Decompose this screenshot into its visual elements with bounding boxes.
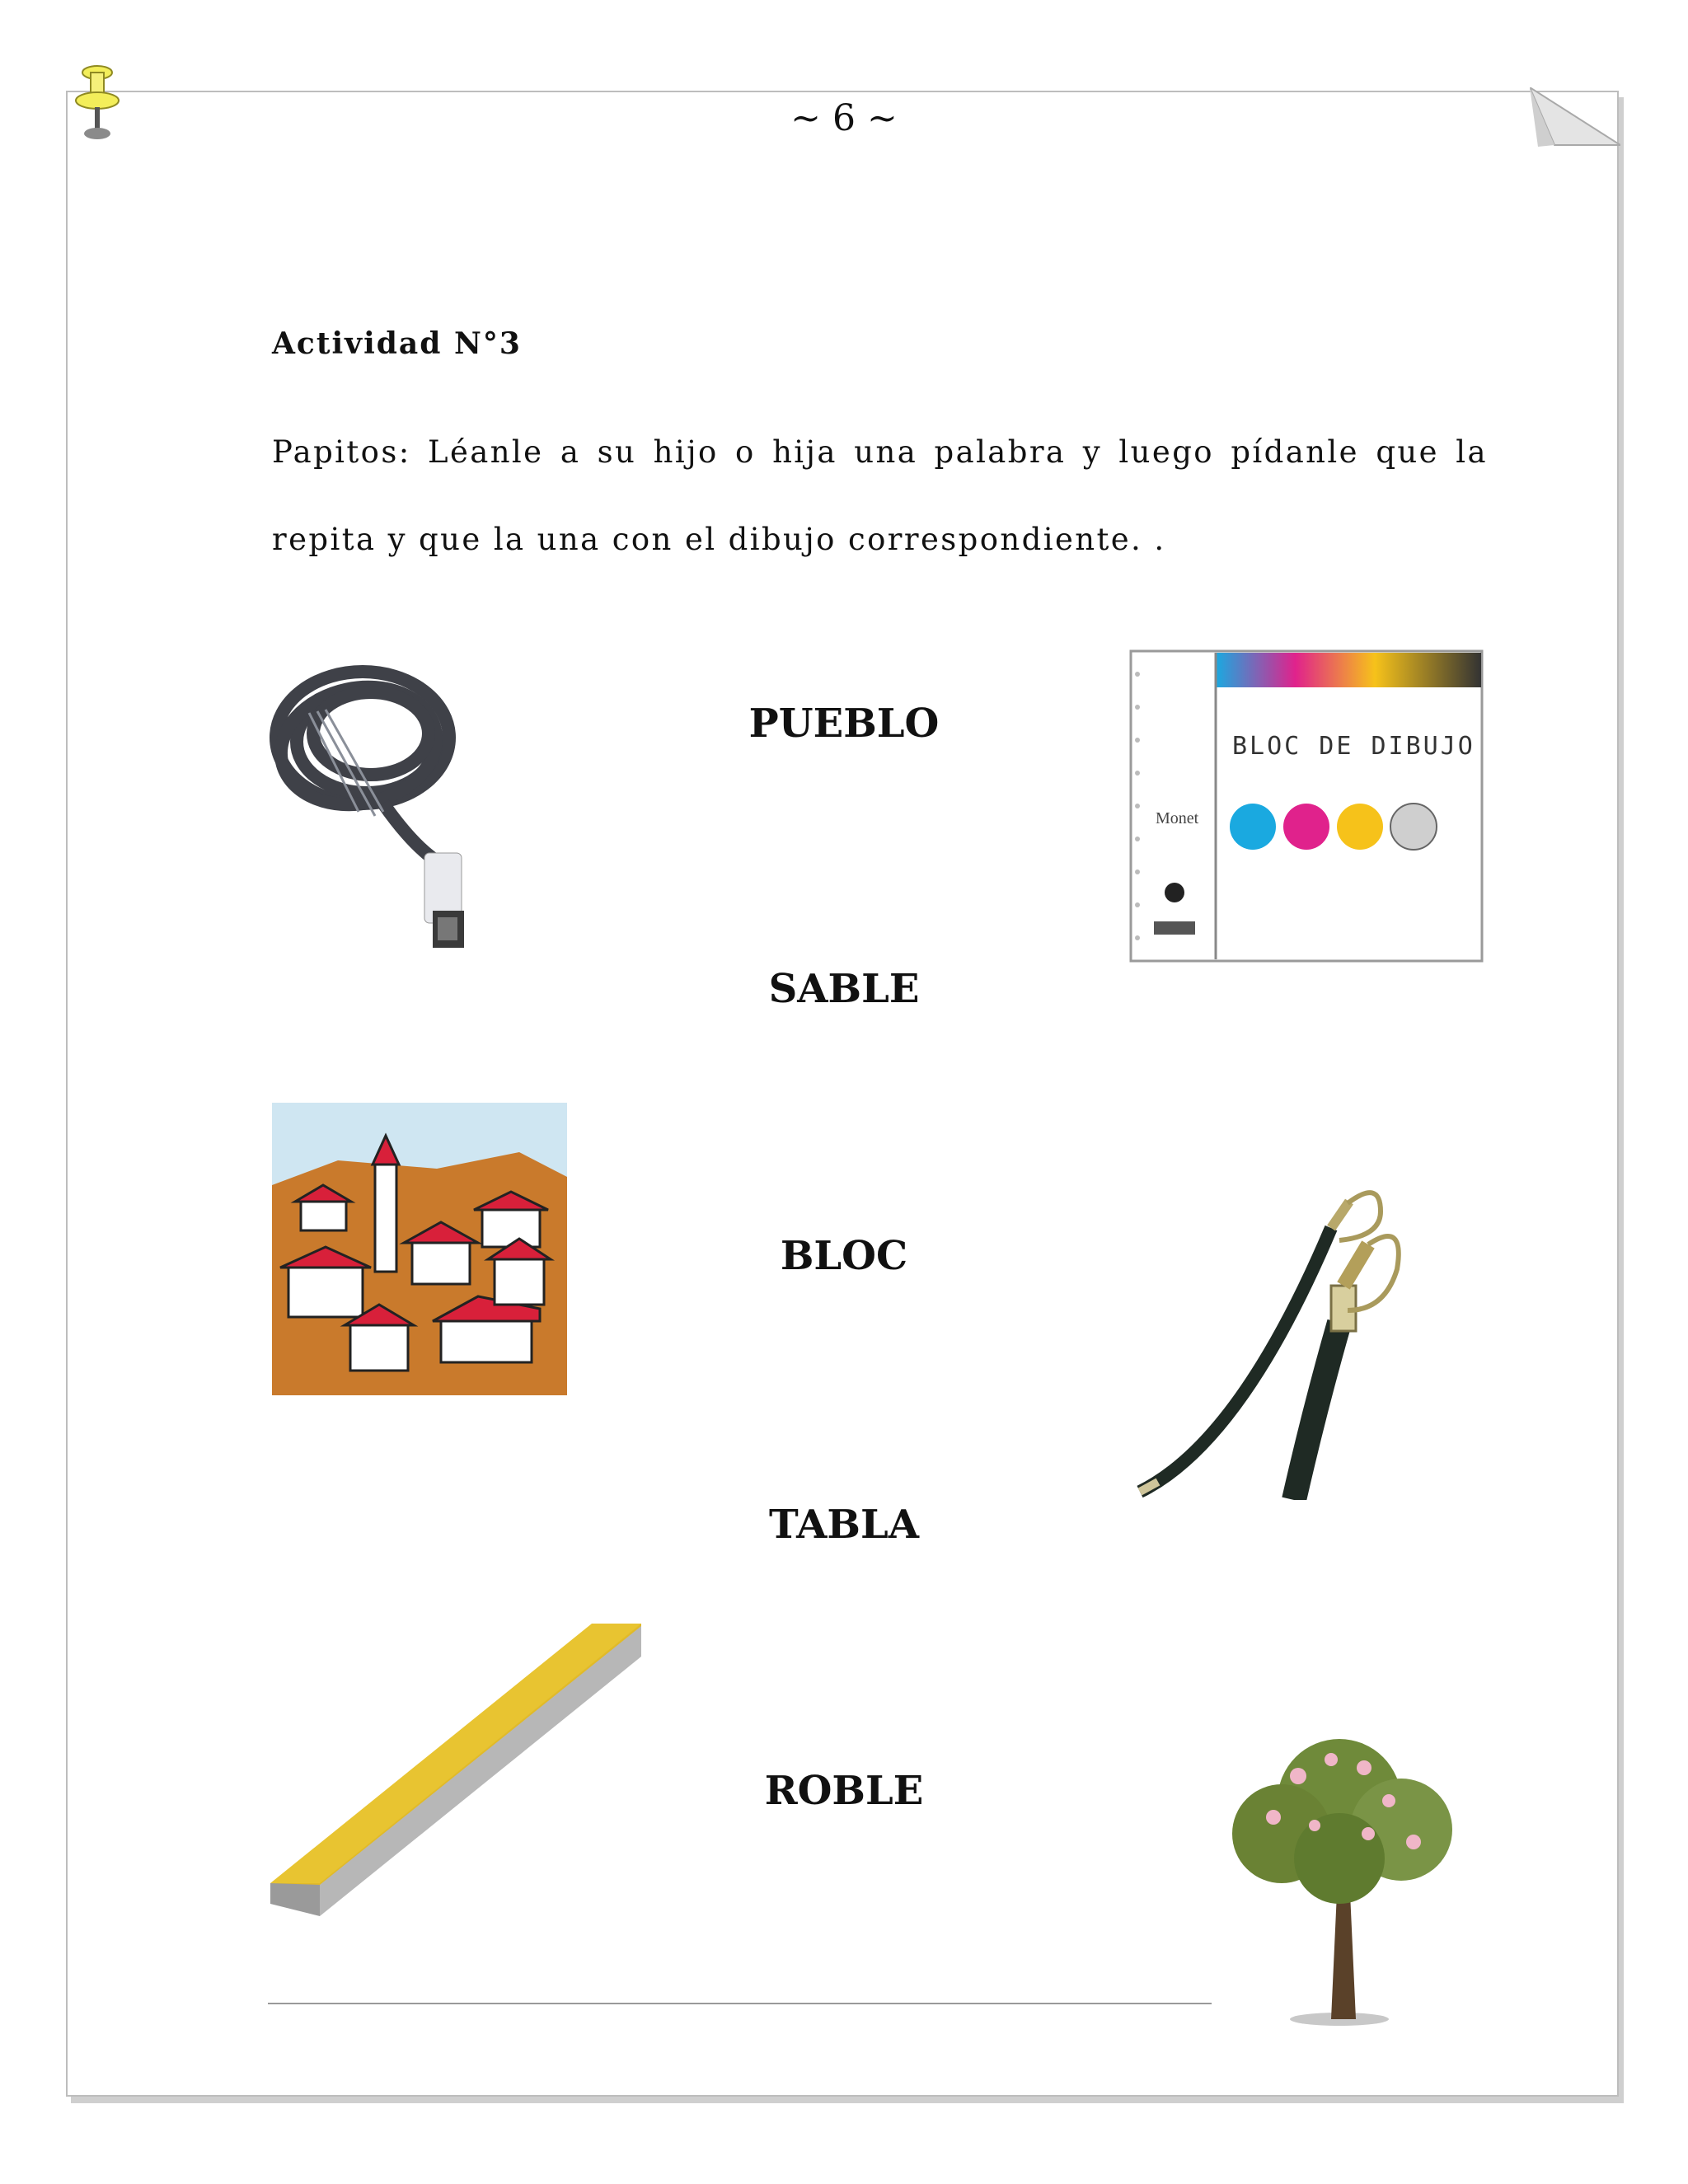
village-image: [272, 1103, 567, 1395]
saber-image: [1133, 1179, 1430, 1500]
footer-rule: [268, 2003, 1212, 2004]
sketchbook-brand: Monet: [1156, 809, 1199, 827]
word-bloc: BLOC: [780, 1233, 908, 1279]
sketchbook-cover-text: BLOC DE DIBUJO: [1232, 732, 1475, 761]
word-sable: SABLE: [768, 966, 920, 1012]
cable-image: [260, 647, 490, 964]
oak-tree-image: [1199, 1710, 1479, 2032]
word-tabla: TABLA: [769, 1502, 919, 1548]
word-pueblo: PUEBLO: [748, 701, 940, 747]
instructions-text: Papitos: Léanle a su hijo o hija una palabra y luego pídanle que la repita y que la una con el dibujo correspondiente. .: [272, 434, 1488, 557]
plank-image: [262, 1619, 641, 1933]
activity-title: Actividad N°3: [272, 326, 522, 361]
sketchbook-image: [1129, 649, 1484, 963]
page-number: ~ 6 ~: [790, 97, 898, 139]
word-roble: ROBLE: [764, 1768, 924, 1814]
